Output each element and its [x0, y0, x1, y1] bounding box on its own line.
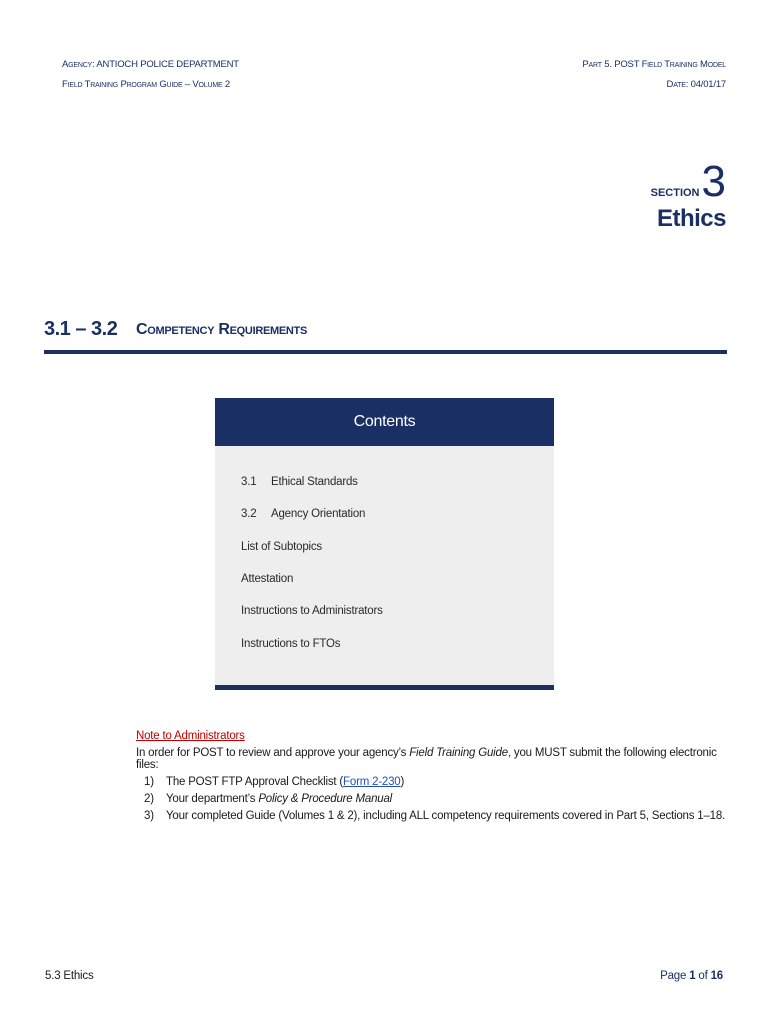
- note-to-administrators: [136, 730, 736, 827]
- header-agency-value: ANTIOCH POLICE DEPARTMENT: [96, 59, 239, 70]
- toc-item[interactable]: [241, 638, 340, 650]
- header-date-label: Date:: [666, 79, 689, 90]
- list-item-number: 3): [144, 810, 154, 822]
- header-agency: [62, 59, 239, 70]
- toc-item-label: List of Subtopics: [241, 541, 322, 553]
- section-heading: [650, 157, 726, 206]
- toc-item[interactable]: [241, 573, 293, 585]
- header-guide-text: Field Training Program Guide – Volume 2: [62, 79, 230, 90]
- note-intro-post: , you MUST submit the following electronic files:: [136, 747, 717, 771]
- form-2-230-link[interactable]: Form 2-230: [343, 776, 401, 788]
- section-title: Ethics: [656, 205, 726, 232]
- toc-item[interactable]: [241, 605, 383, 617]
- toc-item-number: 3.2: [241, 508, 257, 520]
- list-item-emphasis: Policy & Procedure Manual: [258, 793, 393, 805]
- list-item-number: 2): [144, 793, 154, 805]
- contents-header: [215, 398, 554, 446]
- competency-title: Competency Requirements: [136, 321, 308, 338]
- contents-footer-bar: [215, 685, 554, 690]
- contents-heading: Contents: [353, 413, 416, 430]
- note-intro: [136, 747, 736, 771]
- competency-divider: [44, 350, 727, 354]
- list-item-text: Your department’s: [166, 793, 259, 805]
- footer-page-current: 1: [689, 970, 696, 982]
- toc-item-label: Attestation: [241, 573, 294, 585]
- toc-item[interactable]: [241, 476, 358, 488]
- list-item-number: 1): [144, 776, 154, 788]
- note-intro-emphasis: Field Training Guide: [409, 747, 508, 759]
- list-item: [144, 793, 736, 805]
- list-item-text: Your completed Guide (Volumes 1 & 2), including ALL competency requirements covered in Part 5, Sections 1–18.: [166, 810, 726, 822]
- toc-item[interactable]: [241, 541, 322, 553]
- section-number: 3: [701, 157, 726, 206]
- competency-range: 3.1 – 3.2: [44, 318, 118, 340]
- footer-page-total: 16: [710, 970, 723, 982]
- list-item: [144, 810, 736, 822]
- toc-item[interactable]: [241, 508, 365, 520]
- toc-item-label: Instructions to FTOs: [241, 638, 341, 650]
- note-title: Note to Administrators: [136, 730, 245, 742]
- footer-page-of: of: [698, 970, 708, 982]
- list-item-text: The POST FTP Approval Checklist (: [166, 776, 344, 788]
- header-date: [667, 79, 726, 90]
- section-word: SECTION: [650, 187, 700, 199]
- note-intro-pre: In order for POST to review and approve your agency’s: [136, 747, 410, 759]
- list-item-text-end: ): [400, 776, 405, 788]
- footer-page-number: [660, 970, 723, 982]
- header-agency-label: Agency:: [62, 59, 95, 70]
- toc-item-label: Ethical Standards: [271, 476, 358, 488]
- footer-page-word: Page: [660, 970, 687, 982]
- contents-box: [215, 398, 554, 690]
- footer-section-label: 5.3 Ethics: [45, 970, 94, 982]
- toc-item-number: 3.1: [241, 476, 257, 488]
- header-guide: [62, 79, 230, 90]
- toc-item-label: Agency Orientation: [271, 508, 366, 520]
- list-item: [144, 776, 736, 788]
- toc-item-label: Instructions to Administrators: [241, 605, 383, 617]
- header-part-text: Part 5. POST Field Training Model: [582, 59, 726, 70]
- header-part: [582, 59, 726, 70]
- note-list: [136, 776, 736, 822]
- header-date-value: 04/01/17: [690, 79, 726, 90]
